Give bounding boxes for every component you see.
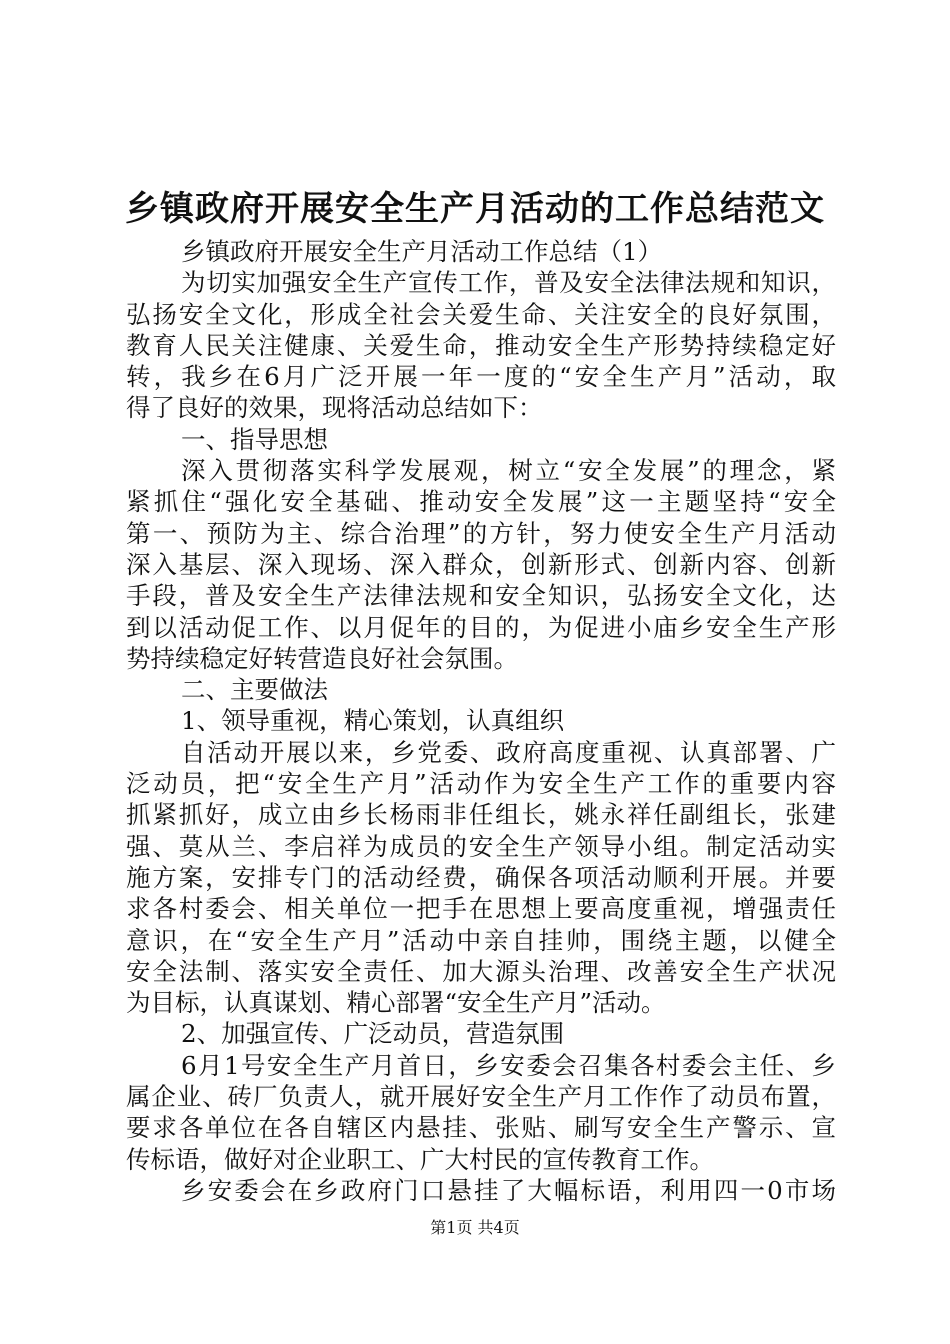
paragraph-line: 深入贯彻落实科学发展观，树立“安全发展”的理念，紧 bbox=[181, 456, 836, 486]
page-title: 乡镇政府开展安全生产月活动的工作总结范文 bbox=[125, 189, 825, 229]
paragraph-line: 教育人民关注健康、关爱生命，推动安全生产形势持续稳定好 bbox=[126, 330, 836, 360]
paragraph-line: 手段，普及安全生产法律法规和安全知识，弘扬安全文化，达 bbox=[126, 581, 836, 611]
paragraph-line: 到以活动促工作、以月促年的目的，为促进小庙乡安全生产形 bbox=[126, 612, 836, 642]
paragraph-line: 紧抓住“强化安全基础、推动安全发展”这一主题坚持“安全 bbox=[126, 487, 836, 517]
paragraph-line: 强、莫从兰、李启祥为成员的安全生产领导小组。制定活动实 bbox=[126, 831, 836, 861]
paragraph-line: 抓紧抓好，成立由乡长杨雨非任组长，姚永祥任副组长，张建 bbox=[126, 800, 836, 830]
paragraph-line: 要求各单位在各自辖区内悬挂、张贴、刷写安全生产警示、宣 bbox=[126, 1113, 836, 1143]
paragraph-line: 安全法制、落实安全责任、加大源头治理、改善安全生产状况 bbox=[126, 956, 836, 986]
paragraph-line: 乡安委会在乡政府门口悬挂了大幅标语，利用四一0市场 bbox=[181, 1175, 836, 1205]
paragraph-line: 属企业、砖厂负责人，就开展好安全生产月工作作了动员布置， bbox=[126, 1082, 836, 1112]
paragraph-line: 深入基层、深入现场、深入群众，创新形式、创新内容、创新 bbox=[126, 549, 836, 579]
paragraph-line: 为目标，认真谋划、精心部署“安全生产月”活动。 bbox=[126, 988, 666, 1018]
paragraph-line: 势持续稳定好转营造良好社会氛围。 bbox=[126, 643, 518, 673]
document-body bbox=[126, 236, 836, 1206]
paragraph-line: 6月1号安全生产月首日，乡安委会召集各村委会主任、乡 bbox=[181, 1050, 836, 1080]
paragraph-line: 传标语，做好对企业职工、广大村民的宣传教育工作。 bbox=[126, 1144, 714, 1174]
page-footer: 第1页 共4页 bbox=[430, 1218, 520, 1237]
paragraph-line: 第一、预防为主、综合治理”的方针，努力使安全生产月活动 bbox=[126, 518, 836, 548]
paragraph-line: 意识，在“安全生产月”活动中亲自挂帅，围绕主题，以健全 bbox=[126, 925, 836, 955]
paragraph-line: 乡镇政府开展安全生产月活动工作总结（1） bbox=[181, 237, 663, 266]
paragraph-line: 转，我乡在6月广泛开展一年一度的“安全生产月”活动，取 bbox=[126, 362, 836, 392]
paragraph-line: 得了良好的效果，现将活动总结如下： bbox=[126, 393, 543, 423]
section-heading: 一、指导思想 bbox=[181, 424, 328, 454]
paragraph-line: 施方案，安排专门的活动经费，确保各项活动顺利开展。并要 bbox=[126, 862, 836, 892]
paragraph-line: 自活动开展以来，乡党委、政府高度重视、认真部署、广 bbox=[181, 737, 836, 767]
paragraph-line: 弘扬安全文化，形成全社会关爱生命、关注安全的良好氛围， bbox=[126, 299, 836, 329]
paragraph-line: 求各村委会、相关单位一把手在思想上要高度重视，增强责任 bbox=[126, 894, 836, 924]
paragraph-line: 为切实加强安全生产宣传工作，普及安全法律法规和知识， bbox=[181, 268, 836, 298]
paragraph-line: 泛动员，把“安全生产月”活动作为安全生产工作的重要内容 bbox=[126, 769, 836, 799]
subsection-heading: 2、加强宣传、广泛动员，营造氛围 bbox=[181, 1019, 565, 1049]
section-heading: 二、主要做法 bbox=[181, 675, 328, 705]
subsection-heading: 1、领导重视，精心策划，认真组织 bbox=[181, 706, 565, 736]
